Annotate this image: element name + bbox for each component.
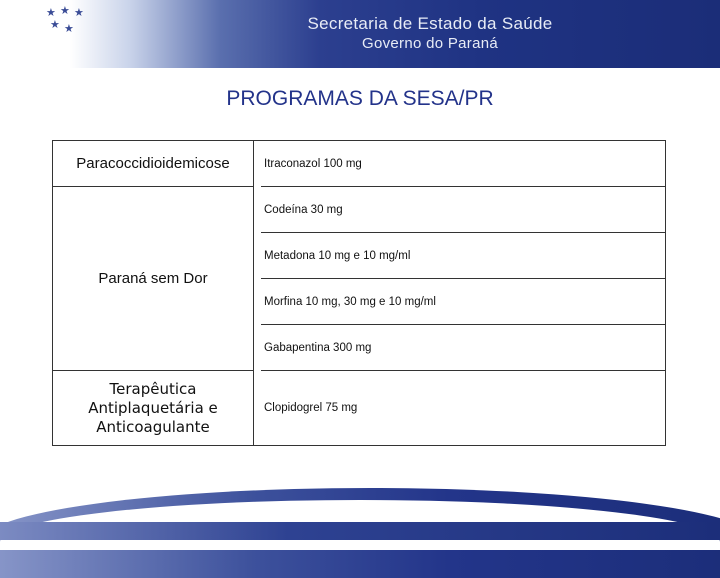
medication-item: Clopidogrel 75 mg [261, 371, 666, 446]
program-name: Paracoccidioidemicose [53, 141, 254, 187]
header-subtitle: Governo do Paraná [361, 35, 499, 52]
footer-band [0, 522, 720, 540]
program-name: Paraná sem Dor [53, 187, 254, 371]
programs-table [52, 140, 666, 446]
medication-item: Gabapentina 300 mg [261, 325, 666, 371]
star-icon: ★ [50, 19, 60, 31]
medication-item: Metadona 10 mg e 10 mg/ml [261, 233, 666, 279]
stars-icon [30, 4, 90, 40]
header-title: Secretaria de Estado da Saúde [307, 14, 553, 33]
star-icon: ★ [64, 23, 74, 35]
star-icon: ★ [74, 7, 84, 19]
medication-item: Codeína 30 mg [261, 187, 666, 233]
table-row [53, 141, 666, 187]
medication-item: Itraconazol 100 mg [261, 141, 666, 187]
page-title: PROGRAMAS DA SESA/PR [226, 87, 494, 110]
star-icon: ★ [46, 7, 56, 19]
table-row [53, 371, 666, 446]
medication-item: Morfina 10 mg, 30 mg e 10 mg/ml [261, 279, 666, 325]
star-icon: ★ [60, 5, 70, 17]
table-row [53, 187, 666, 233]
header-banner [0, 0, 720, 68]
program-name: Terapêutica Antiplaquetária e Anticoagulante [53, 371, 254, 446]
